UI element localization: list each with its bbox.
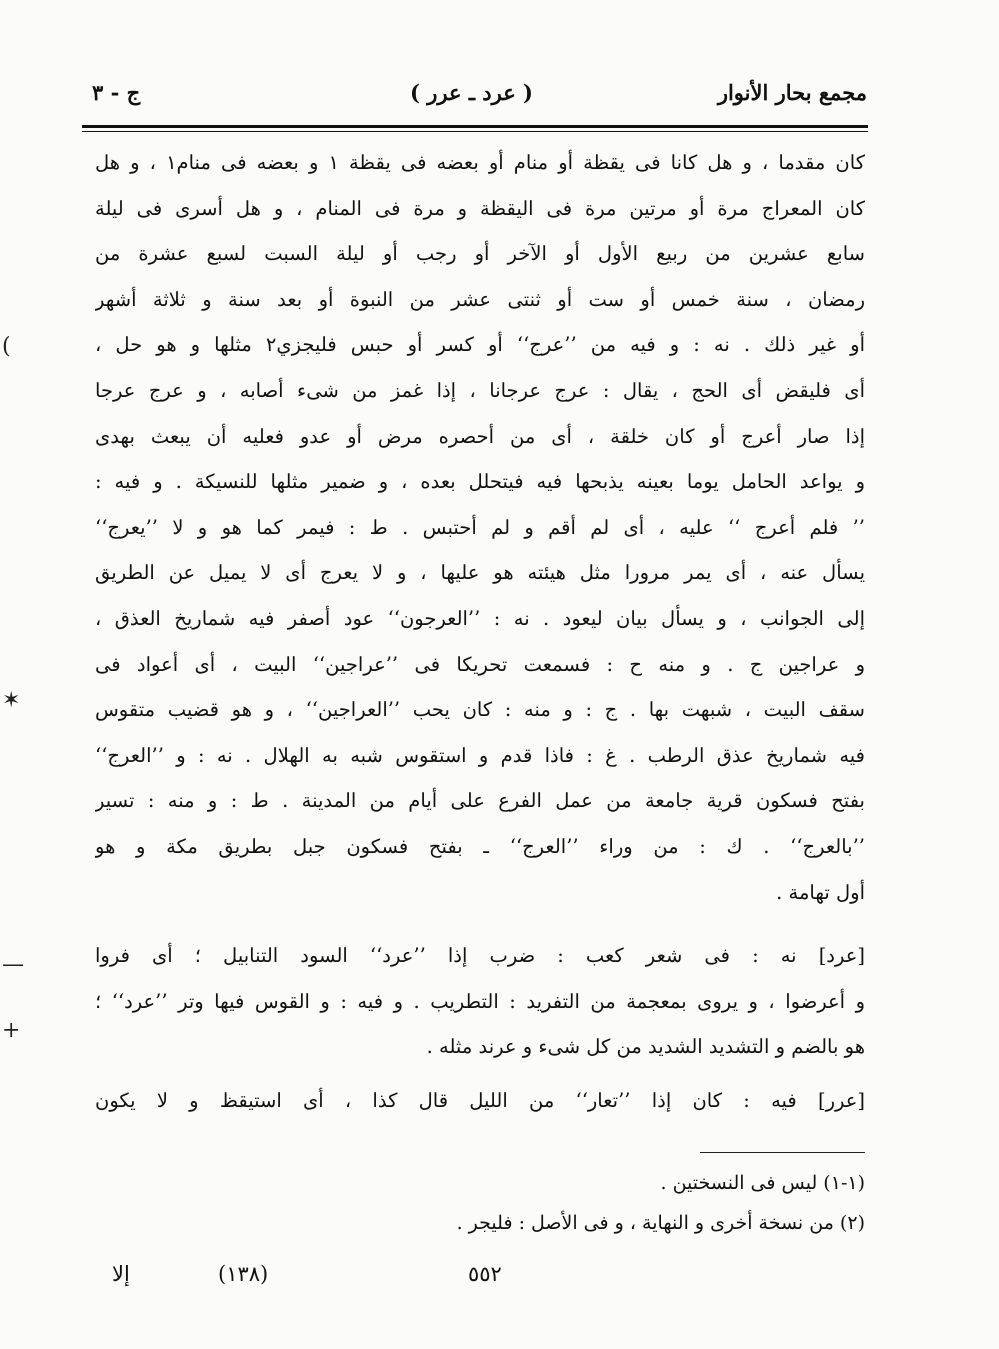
entry-line-ard: و أعرضوا ، و يروى بمعجمة من التفريد : التطريب . و فيه : و القوس فيها وتر ’’عرد‘‘ ؛	[95, 989, 865, 1013]
text-line: إلى الجوانب ، و يسأل بيان ليعود . نه : ’’العرجون‘‘ عود أصفر فيه شماريخ العذق ،	[95, 606, 865, 630]
text-line: و عراجين ج . و منه ح : فسمعت تحريكا فى ’’عراجين‘‘ البيت ، أى أعواد فى	[95, 652, 865, 676]
margin-mark: ✶	[2, 688, 21, 713]
main-text	[95, 140, 865, 1123]
page-number: ٥٥٢	[468, 1262, 502, 1286]
volume-label: ج - ٣	[92, 80, 141, 105]
text-line: ’’بالعرج‘‘ . ك : من وراء ’’العرج‘‘ ـ بفتح فسكون جبل بطريق مكة و هو	[95, 834, 865, 858]
margin-mark: (	[2, 334, 11, 359]
entry-line-ard: [عرد] نه : فى شعر كعب : ضرب إذا ’’عرد‘‘ السود التنابيل ؛ أى فروا	[95, 944, 865, 968]
header-rule-thin	[82, 131, 868, 132]
margin-mark: +	[2, 1018, 21, 1043]
text-line: بفتح فسكون قرية جامعة من عمل الفرع على أيام من المدينة . ط : و منه : تسير	[95, 789, 865, 813]
running-title: مجمع بحار الأنوار	[717, 80, 867, 105]
text-line: إذا صار أعرج أو كان خلقة ، أى من أحصره مرض أو عدو فعليه أن يبعث بهدى	[95, 424, 865, 448]
text-line: أو غير ذلك . نه : و فيه من ’’عرج‘‘ أو كسر أو حبس فليجزي٢ مثلها و هو حل ،	[95, 333, 865, 357]
text-line: و يواعد الحامل يوما بعينه يذبحها فيه فيتحلل بعده ، و ضمير مثلها للنسيكة . و فيه :	[95, 470, 865, 494]
footnote-1: (١-١) ليس فى النسختين .	[660, 1172, 865, 1194]
entry-line-ard: هو بالضم و التشديد الشديد من كل شىء و عرند مثله .	[426, 1035, 865, 1059]
text-line: رمضان ، سنة خمس أو ست أو ثنتى عشر من النبوة أو بعد سنة و ثلاثة أشهر	[95, 287, 865, 311]
text-line: سابع عشرين من ربيع الأول أو الآخر أو رجب أو ليلة السبت لسبع عشرة من	[95, 242, 865, 266]
text-line: أول تهامة .	[776, 880, 865, 904]
text-line: ’’ فلم أعرج ‘‘ عليه ، أى لم أقم و لم أحتبس . ط : فيمر كما هو و لا ’’يعرج‘‘	[95, 515, 865, 539]
text-line: سقف البيت ، شبهت بها . ج : و منه : كان يحب ’’العراجين‘‘ ، و هو قضيب متقوس	[95, 698, 865, 722]
text-line: أى فليقض أى الحج ، يقال : عرج عرجانا ، إذا غمز من شىء أصابه ، و عرج عرجا	[95, 378, 865, 402]
text-line: يسأل عنه ، أى يمر مرورا مثل هيئته هو عليها ، و لا يعرج أى لا يميل عن الطريق	[95, 561, 865, 585]
entry-range: ( عرد ـ عرر )	[410, 80, 533, 105]
entry-line-arr: [عرر] فيه : كان إذا ’’تعار‘‘ من الليل قال كذا ، أى استيقظ و لا يكون	[95, 1088, 865, 1112]
footnote-2: (٢) من نسخة أخرى و النهاية ، و فى الأصل : فليجر .	[456, 1212, 865, 1234]
header-rule-thick	[82, 125, 868, 128]
footnote-rule	[700, 1152, 865, 1153]
volume-page-number: (١٣٨)	[218, 1262, 269, 1286]
text-line: فيه شماريخ عذق الرطب . غ : فاذا قدم و استقوس شبه به الهلال . نه : و ’’العرج‘‘	[95, 743, 865, 767]
catchword: إلا	[112, 1262, 130, 1286]
margin-mark: —	[2, 952, 24, 977]
text-line: كان المعراج مرة أو مرتين مرة فى اليقظة و مرة فى المنام ، و هل أسرى فى ليلة	[95, 196, 865, 220]
text-line: كان مقدما ، و هل كانا فى يقظة أو منام أو بعضه فى يقظة ١ و بعضه فى منام١ ، و هل	[95, 151, 865, 174]
